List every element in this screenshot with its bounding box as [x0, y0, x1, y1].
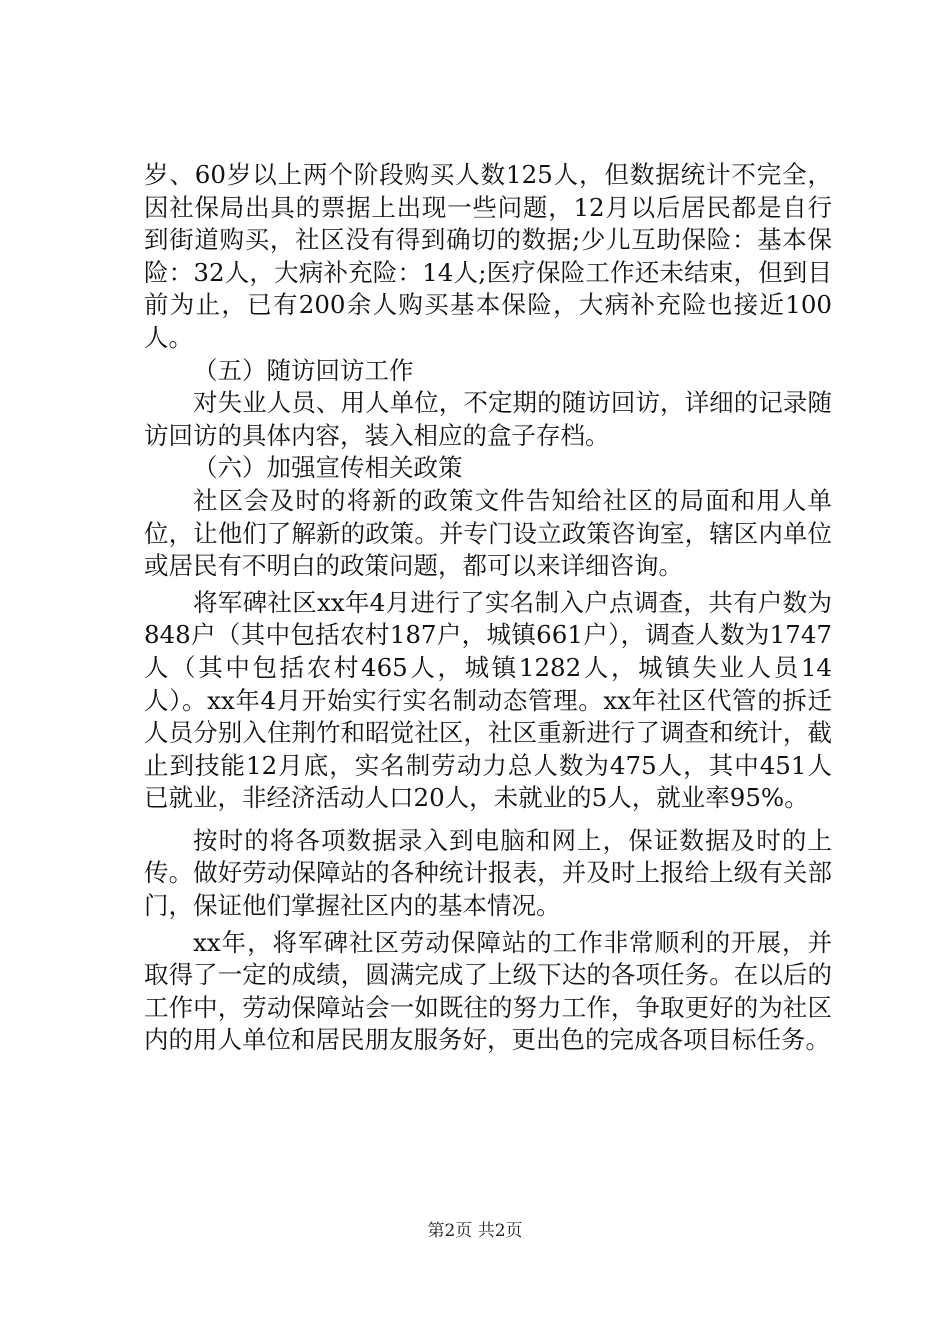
paragraph-followup: 对失业人员、用人单位，不定期的随访回访，详细的记录随访回访的具体内容，装入相应的盒子存档。 [144, 388, 832, 450]
document-body [144, 159, 832, 1057]
paragraph-survey-statistics: 将军碑社区xx年4月进行了实名制入户点调查，共有户数为848户（其中包括农村187户，城镇661户），调查人数为1747人（其中包括农村465人，城镇1282人，城镇失业人员14人）。xx年4月开始实行实名制动态管理。xx年社区代管的拆迁人员分别入住荆竹和昭觉社区，社区重新进行了调查和统计，截止到技能12月底，实名制劳动力总人数为475人，其中451人已就业，非经济活动人口20人，未就业的5人，就业率95%。 [144, 587, 832, 813]
section-heading-followup: （五）随访回访工作 [193, 355, 414, 385]
paragraph-conclusion: xx年，将军碑社区劳动保障站的工作非常顺利的开展，并取得了一定的成绩，圆满完成了上级下达的各项任务。在以后的工作中，劳动保障站会一如既往的努力工作，争取更好的为社区内的用人单位和居民朋友服务好，更出色的完成各项目标任务。 [144, 927, 832, 1055]
paragraph-insurance-summary: 岁、60岁以上两个阶段购买人数125人，但数据统计不完全，因社保局出具的票据上出现一些问题，12月以后居民都是自行到街道购买，社区没有得到确切的数据;少儿互助保险：基本保险：32人，大病补充险：14人;医疗保险工作还未结束，但到目前为止，已有200余人购买基本保险，大病补充险也接近100人。 [144, 160, 832, 352]
paragraph-data-entry: 按时的将各项数据录入到电脑和网上，保证数据及时的上传。做好劳动保障站的各种统计报表，并及时上报给上级有关部门，保证他们掌握社区内的基本情况。 [144, 825, 832, 921]
paragraph-policy-promotion: 社区会及时的将新的政策文件告知给社区的局面和用人单位，让他们了解新的政策。并专门设立政策咨询室，辖区内单位或居民有不明白的政策问题，都可以来详细咨询。 [144, 485, 832, 581]
page-number-footer: 第2页 共2页 [427, 1221, 523, 1241]
section-heading-policy-promotion: （六）加强宣传相关政策 [193, 453, 463, 483]
